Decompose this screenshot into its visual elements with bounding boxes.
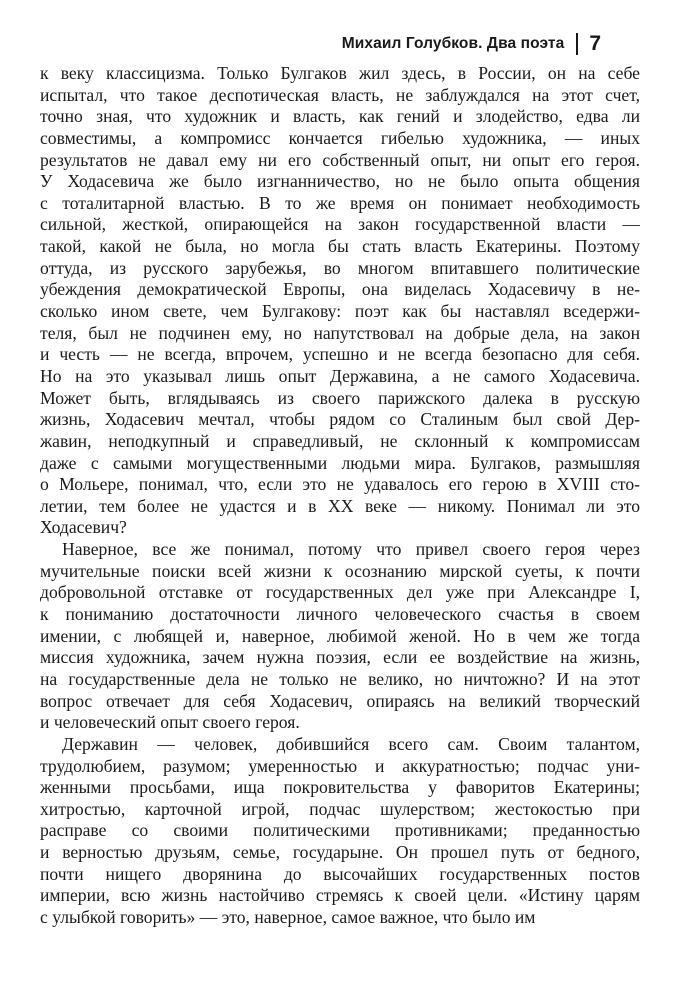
text-line: Может быть, вглядываясь из своего парижского далека в русскую (40, 387, 640, 408)
text-line: к пониманию достаточности личного человеческого счастья в своем (40, 604, 640, 625)
text-line: Державин — человек, добившийся всего сам. Своим талантом, (62, 733, 640, 754)
text-line: трудолюбием, разумом; умеренностью и аккуратностью; подчас уни- (40, 755, 640, 776)
text-line: Но на это указывал лишь опыт Державина, а не самого Ходасевича. (40, 365, 640, 386)
text-line: и честь — не всегда, впрочем, успешно и не всегда безопасно для себя. (40, 344, 640, 365)
text-line: о Мольере, понимал, что, если это не удавалось его герою в XVIII сто- (40, 474, 640, 495)
text-line: расправе со своими политическими противниками; преданностью (40, 820, 640, 841)
text-line: точно зная, что художник и власть, как гений и злодейство, едва ли (40, 106, 640, 127)
text-line: хитростью, карточной игрой, подчас шулерством; жестокостью при (40, 798, 640, 819)
text-line: на государственные дела не только не велико, но ничтожно? И на этот (40, 668, 640, 689)
text-line: оттуда, из русского зарубежья, во многом впитавшего политические (40, 257, 640, 278)
text-line: результатов не давал ему ни его собственный опыт, ни опыт его героя. (40, 149, 640, 170)
text-line: с тоталитарной властью. В то же время он понимает необходимость (40, 192, 640, 213)
page-number: 7 (589, 32, 601, 55)
text-line: жизнь, Ходасевич мечтал, чтобы рядом со Сталиным был свой Дер- (40, 409, 640, 430)
text-line: теля, был не подчинен ему, но напутствовал на добрые дела, на закон (40, 322, 640, 343)
header-divider (576, 33, 578, 55)
text-line: сколько ином свете, чем Булгакову: поэт как бы наставлял вседержи- (40, 301, 640, 322)
text-line: империи, всю жизнь настойчиво стремясь к своей цели. «Истину царям (40, 885, 640, 906)
text-line: совместимы, а компромисс кончается гибелью художника, — иных (40, 127, 640, 148)
text-line: сильной, жесткой, опирающейся на закон государственной власти — (40, 214, 640, 235)
text-line: вопрос отвечает для себя Ходасевич, опираясь на великий творческий (40, 690, 640, 711)
text-line: летии, тем более не удастся и в XX веке — никому. Понимал ли это (40, 495, 640, 516)
text-line: добровольной отставке от государственных дел уже при Александре I, (40, 582, 640, 603)
text-line: испытал, что такое деспотическая власть, не заблуждался на этот счет, (40, 84, 640, 105)
text-line: и верностью друзьям, семье, государыне. Он прошел путь от бедного, (40, 842, 640, 863)
text-line: к веку классицизма. Только Булгаков жил здесь, в России, он на себе (40, 63, 640, 83)
text-line: с улыбкой говорить» — это, наверное, самое важное, что было им (40, 906, 536, 927)
text-line: даже с самыми могущественными людьми мира. Булгаков, размышляя (40, 452, 640, 473)
running-header (342, 32, 601, 56)
text-line: почти нищего дворянина до высочайших государственных постов (40, 863, 640, 884)
text-line: мучительные поиски всей жизни к осознанию мирской суеты, к почти (40, 560, 640, 581)
text-line: Ходасевич? (40, 517, 127, 538)
text-line: Наверное, все же понимал, потому что привел своего героя через (62, 539, 640, 560)
text-line: жавин, неподкупный и справедливый, не склонный к компромиссам (40, 430, 640, 451)
text-line: имении, с любящей и, наверное, любимой женой. Но в чем же тогда (40, 625, 640, 646)
text-line: миссия художника, зачем нужна поэзия, если ее воздействие на жизнь, (40, 647, 640, 668)
body-text (40, 63, 640, 929)
text-line: такой, какой не была, но могла бы стать власть Екатерины. Поэтому (40, 236, 640, 257)
text-line: и человеческий опыт своего героя. (40, 712, 300, 733)
text-line: У Ходасевича же было изгнанничество, но не было опыта общения (40, 171, 640, 192)
text-line: женными просьбами, ища покровительства у фаворитов Екатерины; (40, 777, 640, 798)
text-line: убеждения демократической Европы, она виделась Ходасевичу в не- (40, 279, 640, 300)
running-title: Михаил Голубков. Два поэта (341, 35, 565, 52)
